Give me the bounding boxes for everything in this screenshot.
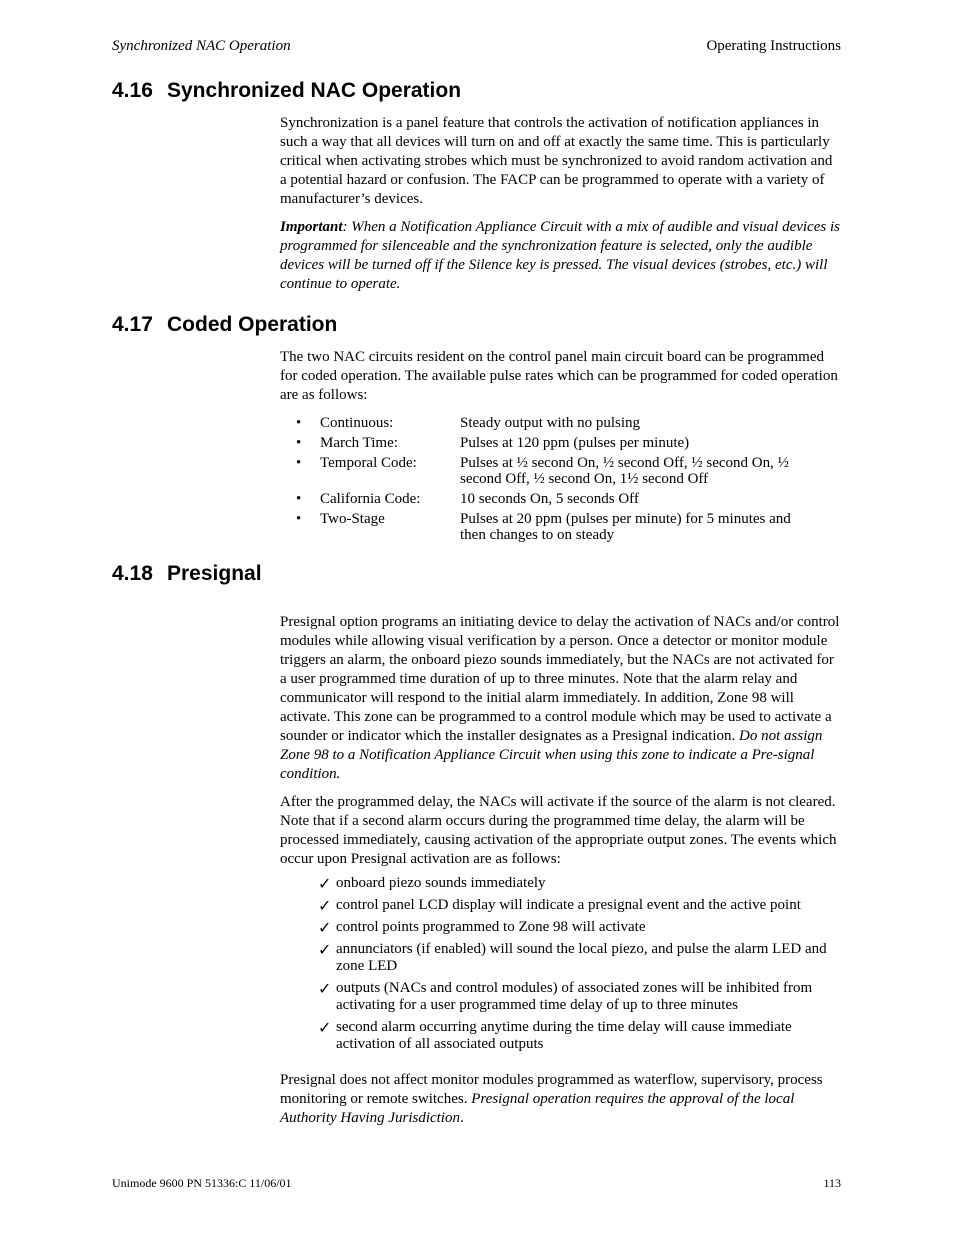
pulse-desc: Pulses at 120 ppm (pulses per minute): [460, 435, 690, 451]
paragraph-italic: Presignal operation requires the approval of the local Authority Having Jurisdiction: [280, 1091, 795, 1126]
list-item: [296, 415, 842, 431]
paragraph: [280, 1071, 842, 1128]
checkmark-icon: ✓: [318, 979, 332, 998]
list-item: [318, 897, 842, 914]
list-item: [296, 491, 842, 507]
section-title: Presignal: [167, 562, 262, 585]
paragraph: Synchronization is a panel feature that controls the activation of notification appliances in such a way that all devices will turn on and off at exactly the same time. This is particularly critical when activating strobes which must be synchronized to avoid random activation and a potential hazard or confusion. The FACP can be programmed to operate with a variety of manufacturer’s devices.: [280, 115, 833, 207]
pulse-desc: 10 seconds On, 5 seconds Off: [460, 491, 639, 507]
list-item: [318, 941, 842, 975]
pulse-name: California Code:: [320, 491, 421, 507]
checkmark-icon: ✓: [318, 896, 332, 915]
checkmark-icon: ✓: [318, 1018, 332, 1037]
bullet: •: [296, 435, 302, 451]
running-header-section: Operating Instructions: [706, 38, 841, 54]
bullet: •: [296, 415, 302, 431]
pulse-name: Two-Stage: [320, 511, 385, 527]
running-header-title: Synchronized NAC Operation: [112, 38, 291, 54]
list-item-text: annunciators (if enabled) will sound the local piezo, and pulse the alarm LED and zone LED: [336, 941, 827, 974]
section-number: 4.18: [112, 562, 153, 585]
pulse-desc: Pulses at 20 ppm (pulses per minute) for 5 minutes and then changes to on steady: [460, 511, 791, 543]
bullet: •: [296, 511, 302, 527]
heading-4-18: [112, 562, 262, 586]
important-label: Important: [280, 219, 343, 235]
paragraph: [280, 613, 842, 784]
list-item: [318, 919, 842, 936]
paragraph-text: Presignal option programs an initiating device to delay the activation of NACs and/or control modules while allowing visual verification by a person. Once a detector or monitor module triggers an alarm, the onboard piezo sounds immediately, but the NACs are not activated for a user programmed time duration of up to three minutes. Note that the alarm relay and communicator will respond to the initial alarm immediately. In addition, Zone 98 will activate. This zone can be programmed to a control module which may be used to activate a sounder or indicator which the installer designates as a Presignal indication.: [280, 614, 840, 744]
pulse-name: Temporal Code:: [320, 455, 417, 471]
section-number: 4.16: [112, 79, 153, 102]
pulse-desc: Steady output with no pulsing: [460, 415, 640, 431]
pulse-desc: Pulses at ½ second On, ½ second Off, ½ second On, ½ second Off, ½ second On, 1½ second Off: [460, 455, 789, 487]
bullet: •: [296, 491, 302, 507]
list-item: [318, 980, 842, 1014]
list-item: [318, 1019, 842, 1053]
paragraph: The two NAC circuits resident on the control panel main circuit board can be programmed for coded operation. The available pulse rates which can be programmed for coded operation are as follows:: [280, 349, 838, 403]
bullet: •: [296, 455, 302, 471]
list-item-text: control panel LCD display will indicate a presignal event and the active point: [336, 897, 801, 913]
list-item: [296, 511, 842, 543]
checkmark-icon: ✓: [318, 940, 332, 959]
list-item-text: outputs (NACs and control modules) of associated zones will be inhibited from activating for a user programmed time delay of up to three minutes: [336, 980, 813, 1013]
paragraph-italic: Do not assign Zone 98 to a Notification Appliance Circuit when using this zone to indicate a Pre-signal condition.: [280, 728, 823, 782]
footer-document-id: Unimode 9600 PN 51336:C 11/06/01: [112, 1176, 292, 1190]
section-title: Coded Operation: [167, 313, 338, 336]
paragraph: After the programmed delay, the NACs will activate if the source of the alarm is not cleared. Note that if a second alarm occurs during the programmed time delay, the alarm will be processed immediately, causing activation of the appropriate output zones. The events which occur upon Presignal activation are as follows:: [280, 794, 837, 867]
footer-page-number: 113: [823, 1176, 841, 1190]
checkmark-icon: ✓: [318, 918, 332, 937]
list-item: [318, 875, 842, 892]
list-item-text: second alarm occurring anytime during the time delay will cause immediate activation of all associated outputs: [336, 1019, 792, 1052]
checkmark-icon: ✓: [318, 874, 332, 893]
list-item-text: control points programmed to Zone 98 will activate: [336, 919, 646, 935]
heading-4-17: [112, 313, 337, 337]
pulse-rate-list: [296, 415, 842, 543]
section-4-18-closing: [280, 1071, 842, 1128]
important-note: [280, 218, 842, 294]
paragraph-end: .: [459, 1110, 464, 1126]
heading-4-16: [112, 79, 461, 103]
important-text: : When a Notification Appliance Circuit with a mix of audible and visual devices is programmed for silenceable and the synchronization feature is selected, only the audible devices will be turned off if the Silence key is pressed. The visual devices (strobes, etc.) will continue to operate.: [280, 219, 840, 292]
list-item-text: onboard piezo sounds immediately: [336, 875, 546, 891]
list-item: [296, 455, 842, 487]
section-4-16-body: [280, 114, 842, 294]
presignal-events-list: [318, 875, 842, 1053]
pulse-name: Continuous:: [320, 415, 394, 431]
section-title: Synchronized NAC Operation: [167, 79, 462, 102]
section-4-18-body: [280, 613, 842, 869]
list-item: [296, 435, 842, 451]
paragraph-text: Presignal does not affect monitor modules programmed as waterflow, supervisory, process monitoring or remote switches.: [280, 1072, 823, 1107]
section-number: 4.17: [112, 313, 153, 336]
pulse-name: March Time:: [320, 435, 398, 451]
section-4-17-body: [280, 348, 842, 405]
